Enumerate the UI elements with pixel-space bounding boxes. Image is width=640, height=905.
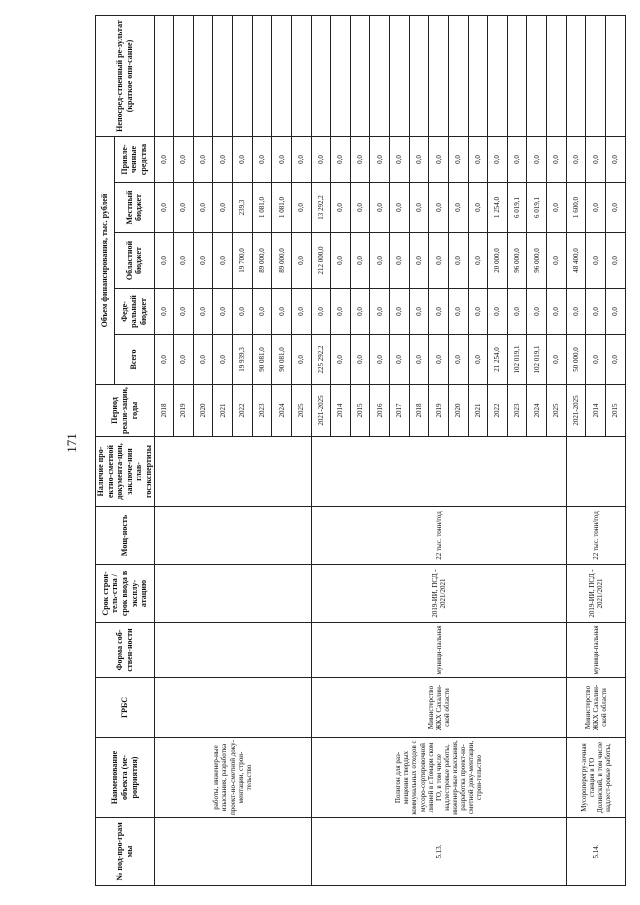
federal-cell: 0,0 (488, 289, 508, 335)
object-psd (311, 437, 566, 507)
total-cell: 21 254,0 (488, 335, 508, 385)
table-head (96, 16, 155, 886)
local-cell: 1 081,0 (272, 183, 292, 233)
object-capacity: 22 тыс. тонн/год (566, 507, 625, 565)
attracted-cell: 0,0 (488, 137, 508, 183)
header-term: Срок строи-тель-ства / срок ввода в эксплу-атацию (96, 565, 155, 623)
object-grbs: Министерство ЖКХ Сахалин-ской области (566, 678, 625, 738)
local-cell: 0,0 (154, 183, 174, 233)
object-name: Мусороперегру-зочная станция в ГО Долинский, в том числе надлест-ровые работы, (566, 738, 625, 818)
result-cell (390, 16, 410, 137)
object-grbs (154, 678, 311, 738)
total-cell: 0,0 (370, 335, 390, 385)
attracted-cell: 0,0 (605, 137, 625, 183)
regional-cell: 0,0 (409, 233, 429, 289)
period-cell: 2025 (291, 385, 311, 437)
regional-cell: 0,0 (174, 233, 194, 289)
attracted-cell: 0,0 (193, 137, 213, 183)
attracted-cell: 0,0 (350, 137, 370, 183)
regional-cell: 0,0 (370, 233, 390, 289)
result-cell (350, 16, 370, 137)
object-psd (154, 437, 311, 507)
regional-cell: 89 000,0 (272, 233, 292, 289)
attracted-cell: 0,0 (252, 137, 272, 183)
result-cell (370, 16, 390, 137)
result-cell (233, 16, 253, 137)
result-cell (527, 16, 547, 137)
local-cell: 239,3 (233, 183, 253, 233)
period-cell: 2021-2025 (311, 385, 331, 437)
federal-cell: 0,0 (331, 289, 351, 335)
regional-cell: 96 000,0 (527, 233, 547, 289)
local-cell: 1 600,0 (566, 183, 586, 233)
regional-cell: 0,0 (468, 233, 488, 289)
federal-cell: 0,0 (370, 289, 390, 335)
federal-cell: 0,0 (586, 289, 606, 335)
local-cell: 0,0 (586, 183, 606, 233)
regional-cell: 89 000,0 (252, 233, 272, 289)
federal-cell: 0,0 (390, 289, 410, 335)
local-cell: 0,0 (390, 183, 410, 233)
regional-cell: 0,0 (390, 233, 410, 289)
regional-cell: 0,0 (429, 233, 449, 289)
result-cell (448, 16, 468, 137)
period-cell: 2021-2025 (566, 385, 586, 437)
header-num: № под-про-грам мы (96, 818, 155, 886)
page-number: 171 (64, 433, 79, 453)
period-cell: 2014 (331, 385, 351, 437)
federal-cell: 0,0 (350, 289, 370, 335)
header-regional: Областной бюджет (114, 233, 154, 289)
attracted-cell: 0,0 (527, 137, 547, 183)
regional-cell: 0,0 (586, 233, 606, 289)
object-ownership (154, 623, 311, 678)
local-cell: 6 019,1 (527, 183, 547, 233)
attracted-cell: 0,0 (370, 137, 390, 183)
header-capacity: Мощ-ность (96, 507, 155, 565)
financing-table (95, 15, 626, 886)
total-cell: 0,0 (331, 335, 351, 385)
regional-cell: 19 700,0 (233, 233, 253, 289)
attracted-cell: 0,0 (291, 137, 311, 183)
local-cell: 0,0 (331, 183, 351, 233)
attracted-cell: 0,0 (507, 137, 527, 183)
local-cell: 1 081,0 (252, 183, 272, 233)
local-cell: 6 019,1 (507, 183, 527, 233)
federal-cell: 0,0 (566, 289, 586, 335)
local-cell: 1 254,0 (488, 183, 508, 233)
total-cell: 0,0 (429, 335, 449, 385)
attracted-cell: 0,0 (331, 137, 351, 183)
object-capacity (154, 507, 311, 565)
header-grbs: ГРБС (96, 678, 155, 738)
result-cell (272, 16, 292, 137)
result-cell (468, 16, 488, 137)
table-row (566, 16, 586, 886)
total-cell: 0,0 (291, 335, 311, 385)
total-cell: 0,0 (174, 335, 194, 385)
result-cell (507, 16, 527, 137)
attracted-cell: 0,0 (233, 137, 253, 183)
federal-cell: 0,0 (605, 289, 625, 335)
federal-cell: 0,0 (429, 289, 449, 335)
regional-cell: 0,0 (193, 233, 213, 289)
table-row (154, 16, 174, 886)
federal-cell: 0,0 (448, 289, 468, 335)
local-cell: 0,0 (605, 183, 625, 233)
local-cell: 0,0 (429, 183, 449, 233)
period-cell: 2023 (252, 385, 272, 437)
total-cell: 0,0 (605, 335, 625, 385)
period-cell: 2014 (586, 385, 606, 437)
regional-cell: 0,0 (154, 233, 174, 289)
federal-cell: 0,0 (311, 289, 331, 335)
period-cell: 2024 (272, 385, 292, 437)
total-cell: 50 000,0 (566, 335, 586, 385)
attracted-cell: 0,0 (390, 137, 410, 183)
attracted-cell: 0,0 (213, 137, 233, 183)
period-cell: 2015 (605, 385, 625, 437)
result-cell (291, 16, 311, 137)
result-cell (488, 16, 508, 137)
header-ownership: Форма соб-ствен-ности (96, 623, 155, 678)
local-cell: 0,0 (174, 183, 194, 233)
federal-cell: 0,0 (213, 289, 233, 335)
total-cell: 0,0 (350, 335, 370, 385)
attracted-cell: 0,0 (448, 137, 468, 183)
federal-cell: 0,0 (507, 289, 527, 335)
period-cell: 2020 (193, 385, 213, 437)
result-cell (547, 16, 567, 137)
total-cell: 0,0 (193, 335, 213, 385)
period-cell: 2022 (233, 385, 253, 437)
attracted-cell: 0,0 (429, 137, 449, 183)
period-cell: 2015 (350, 385, 370, 437)
attracted-cell: 0,0 (468, 137, 488, 183)
total-cell: 225 292,2 (311, 335, 331, 385)
regional-cell: 0,0 (213, 233, 233, 289)
header-psd: Наличие про-ектно-сметной документа-ции, заключе-ния глав-госэкспертизы (96, 437, 155, 507)
object-capacity: 22 тыс. тонн/год (311, 507, 566, 565)
local-cell: 0,0 (547, 183, 567, 233)
period-cell: 2016 (370, 385, 390, 437)
table-row (311, 16, 331, 886)
object-term: 2019-ИИ, ПСД - 2021/2021 (566, 565, 625, 623)
total-cell: 0,0 (390, 335, 410, 385)
period-cell: 2019 (429, 385, 449, 437)
total-cell: 90 081,0 (272, 335, 292, 385)
regional-cell: 20 000,0 (488, 233, 508, 289)
object-term (154, 565, 311, 623)
local-cell: 0,0 (370, 183, 390, 233)
federal-cell: 0,0 (154, 289, 174, 335)
local-cell: 0,0 (291, 183, 311, 233)
federal-cell: 0,0 (547, 289, 567, 335)
period-cell: 2022 (488, 385, 508, 437)
attracted-cell: 0,0 (566, 137, 586, 183)
regional-cell: 0,0 (291, 233, 311, 289)
attracted-cell: 0,0 (586, 137, 606, 183)
header-name: Наименование объекта (ме-роприятия) (96, 738, 155, 818)
total-cell: 19 939,3 (233, 335, 253, 385)
result-cell (586, 16, 606, 137)
result-cell (154, 16, 174, 137)
total-cell: 102 019,1 (507, 335, 527, 385)
regional-cell: 0,0 (547, 233, 567, 289)
object-number (154, 818, 311, 886)
regional-cell: 0,0 (605, 233, 625, 289)
regional-cell: 0,0 (350, 233, 370, 289)
total-cell: 0,0 (468, 335, 488, 385)
attracted-cell: 0,0 (154, 137, 174, 183)
period-cell: 2018 (154, 385, 174, 437)
header-attracted: Привле-ченные средства (114, 137, 154, 183)
period-cell: 2019 (174, 385, 194, 437)
local-cell: 0,0 (193, 183, 213, 233)
header-federal: Феде-ральный бюджет (114, 289, 154, 335)
regional-cell: 0,0 (331, 233, 351, 289)
local-cell: 0,0 (468, 183, 488, 233)
object-number: 5.14. (566, 818, 625, 886)
result-cell (409, 16, 429, 137)
result-cell (213, 16, 233, 137)
header-period: Период реали-зации, годы (96, 385, 155, 437)
attracted-cell: 0,0 (174, 137, 194, 183)
total-cell: 0,0 (409, 335, 429, 385)
local-cell: 0,0 (350, 183, 370, 233)
period-cell: 2024 (527, 385, 547, 437)
object-psd (566, 437, 625, 507)
local-cell: 0,0 (409, 183, 429, 233)
federal-cell: 0,0 (193, 289, 213, 335)
attracted-cell: 0,0 (547, 137, 567, 183)
local-cell: 13 292,2 (311, 183, 331, 233)
result-cell (311, 16, 331, 137)
regional-cell: 96 000,0 (507, 233, 527, 289)
total-cell: 0,0 (586, 335, 606, 385)
regional-cell: 0,0 (448, 233, 468, 289)
period-cell: 2021 (468, 385, 488, 437)
result-cell (331, 16, 351, 137)
total-cell: 102 019,1 (527, 335, 547, 385)
object-term: 2019-ИИ, ПСД - 2021/2021 (311, 565, 566, 623)
regional-cell: 212 000,0 (311, 233, 331, 289)
header-local: Местный бюджет (114, 183, 154, 233)
federal-cell: 0,0 (409, 289, 429, 335)
attracted-cell: 0,0 (272, 137, 292, 183)
federal-cell: 0,0 (272, 289, 292, 335)
result-cell (605, 16, 625, 137)
table-body (154, 16, 625, 886)
result-cell (566, 16, 586, 137)
attracted-cell: 0,0 (311, 137, 331, 183)
object-name: Полигон для раз-мещения твердых коммунальных отходов с мусоро-сортировочной линией в г.Томари ском ГО, в том числе надлестровые работы, инженер-ные изыскания, разработка проект-но-сметной доку-ментации, строи-тельство (311, 738, 566, 818)
total-cell: 0,0 (154, 335, 174, 385)
result-cell (252, 16, 272, 137)
federal-cell: 0,0 (233, 289, 253, 335)
local-cell: 0,0 (448, 183, 468, 233)
total-cell: 90 081,0 (252, 335, 272, 385)
federal-cell: 0,0 (468, 289, 488, 335)
total-cell: 0,0 (448, 335, 468, 385)
object-number: 5.13. (311, 818, 566, 886)
object-name: работы, инженер-ные изыскания, разработка проект-но-сметной доку-ментации, строи-тельство (154, 738, 311, 818)
attracted-cell: 0,0 (409, 137, 429, 183)
object-ownership: муници-пальная (566, 623, 625, 678)
rotated-table-wrapper (95, 16, 620, 886)
federal-cell: 0,0 (291, 289, 311, 335)
regional-cell: 48 400,0 (566, 233, 586, 289)
result-cell (429, 16, 449, 137)
federal-cell: 0,0 (252, 289, 272, 335)
total-cell: 0,0 (547, 335, 567, 385)
header-result: Непосред-ственный ре-зультат (краткое опи-сание) (96, 16, 155, 137)
header-total: Всего (114, 335, 154, 385)
period-cell: 2020 (448, 385, 468, 437)
period-cell: 2018 (409, 385, 429, 437)
period-cell: 2025 (547, 385, 567, 437)
federal-cell: 0,0 (174, 289, 194, 335)
local-cell: 0,0 (213, 183, 233, 233)
result-cell (193, 16, 213, 137)
header-funding: Объем финансирования, тыс. рублей (96, 137, 115, 385)
object-ownership: муници-пальная (311, 623, 566, 678)
object-grbs: Министерство ЖКХ Сахалин-ской области (311, 678, 566, 738)
header-row (96, 16, 115, 886)
period-cell: 2023 (507, 385, 527, 437)
total-cell: 0,0 (213, 335, 233, 385)
federal-cell: 0,0 (527, 289, 547, 335)
result-cell (174, 16, 194, 137)
period-cell: 2017 (390, 385, 410, 437)
period-cell: 2021 (213, 385, 233, 437)
